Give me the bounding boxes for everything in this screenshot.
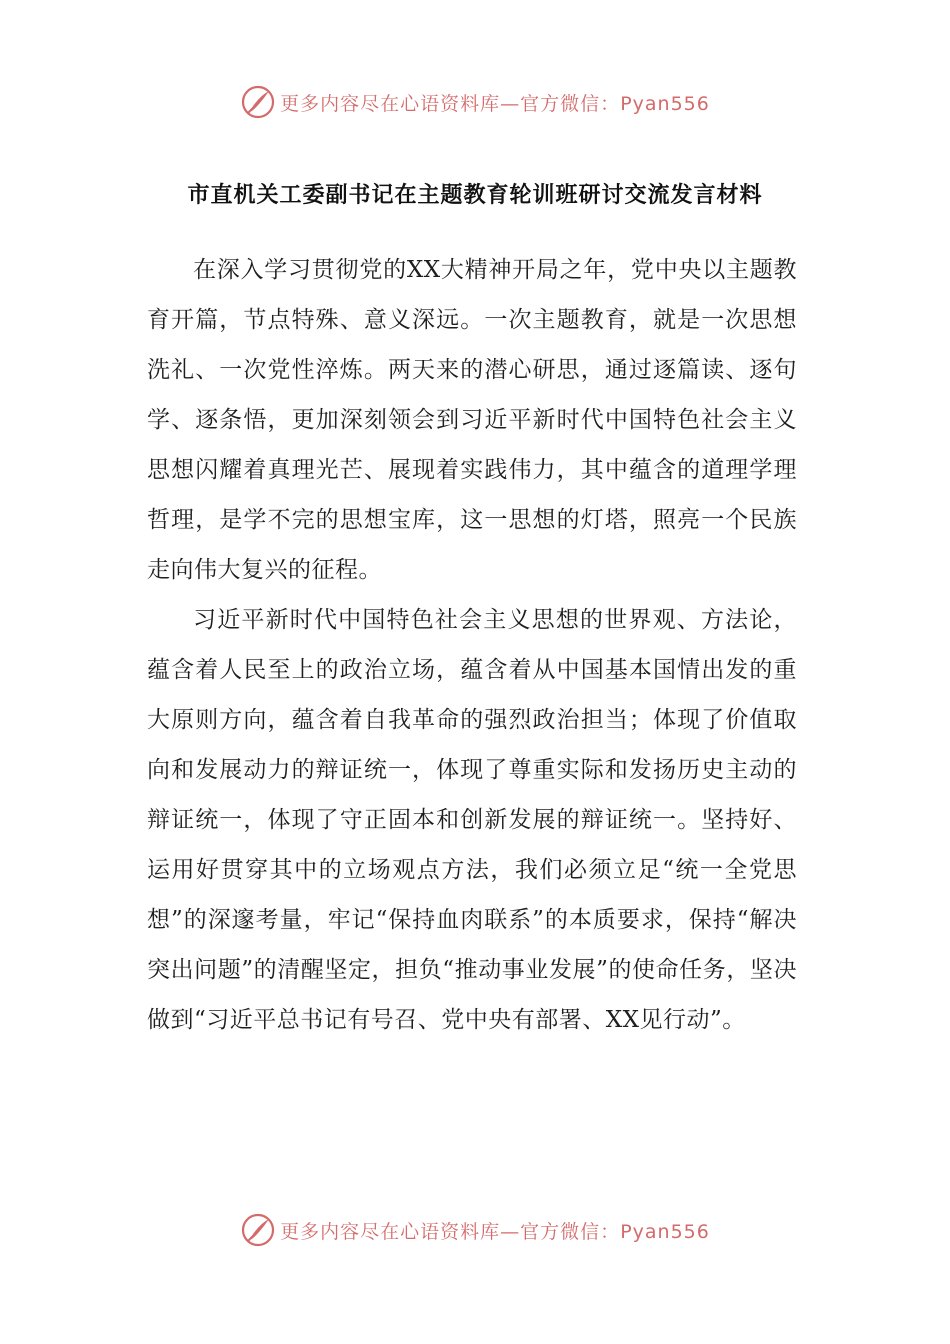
quill-pen-logo-icon xyxy=(240,84,276,120)
watermark-text: 更多内容尽在心语资料库—官方微信：Pyan556 xyxy=(280,1220,710,1243)
wechat-id: Pyan556 xyxy=(620,92,710,115)
paragraph-1: 在深入学习贯彻党的XX大精神开局之年，党中央以主题教育开篇，节点特殊、意义深远。一次主题教育，就是一次思想洗礼、一次党性淬炼。两天来的潜心研思，通过逐篇读、逐句学、逐条悟，更加深刻领会到习近平新时代中国特色社会主义思想闪耀着真理光芒、展现着实践伟力，其中蕴含的道理学理哲理，是学不完的思想宝库，这一思想的灯塔，照亮一个民族走向伟大复兴的征程。 xyxy=(147,257,797,583)
document-body xyxy=(147,245,797,1045)
header-watermark xyxy=(0,80,950,124)
watermark-text: 更多内容尽在心语资料库—官方微信：Pyan556 xyxy=(280,92,710,115)
footer-watermark xyxy=(0,1208,950,1252)
wechat-id: Pyan556 xyxy=(620,1220,710,1243)
document-title: 市直机关工委副书记在主题教育轮训班研讨交流发言材料 xyxy=(187,182,763,208)
quill-pen-logo-icon xyxy=(240,1212,276,1248)
paragraph-2: 习近平新时代中国特色社会主义思想的世界观、方法论，蕴含着人民至上的政治立场，蕴含着从中国基本国情出发的重大原则方向，蕴含着自我革命的强烈政治担当；体现了价值取向和发展动力的辩证统一，体现了尊重实际和发扬历史主动的辩证统一，体现了守正固本和创新发展的辩证统一。坚持好、运用好贯穿其中的立场观点方法，我们必须立足“统一全党思想”的深邃考量，牢记“保持血肉联系”的本质要求，保持“解决突出问题”的清醒坚定，担负“推动事业发展”的使命任务，坚决做到“习近平总书记有号召、党中央有部署、XX见行动”。 xyxy=(147,607,797,1033)
